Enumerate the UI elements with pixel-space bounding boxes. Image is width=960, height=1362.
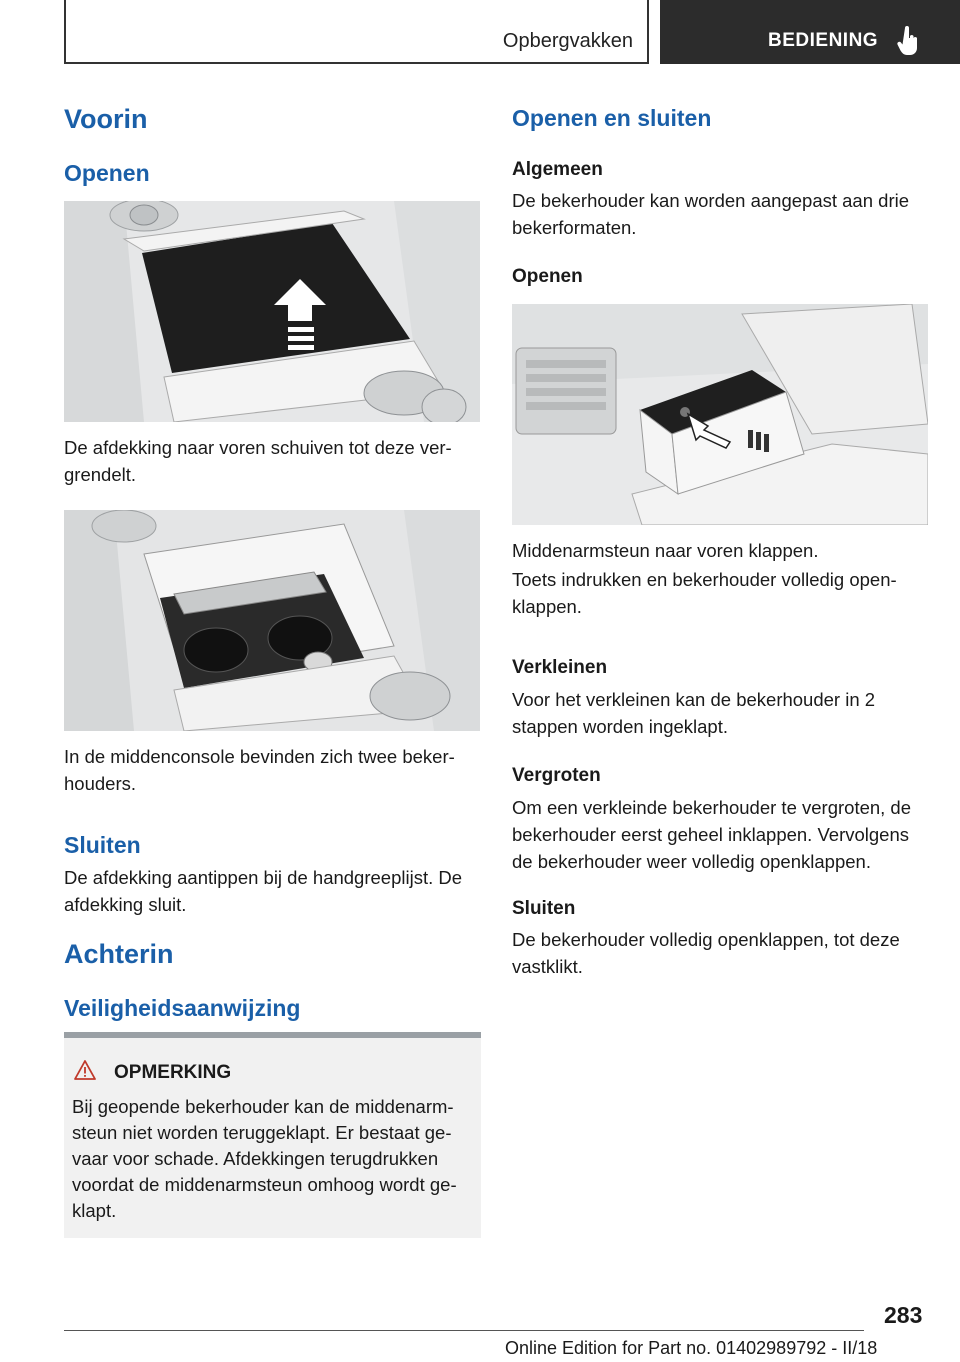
- heading-openen-en-sluiten: Openen en sluiten: [512, 105, 712, 131]
- figure-rear-armrest: [512, 304, 928, 525]
- heading-sluiten-achterin: Sluiten: [512, 898, 576, 919]
- heading-algemeen: Algemeen: [512, 159, 603, 180]
- text-cover-slide: De afdekking naar voren schuiven tot deze ver-grendelt.: [64, 437, 452, 485]
- header-section-title: Opbergvakken: [502, 30, 633, 52]
- text-sluiten-voorin: De afdekking aantippen bij de handgreeplijst. De afdekking sluit.: [64, 867, 463, 915]
- text-algemeen: De bekerhouder kan worden aangepast aan drie bekerformaten.: [512, 190, 910, 238]
- heading-achterin: Achterin: [64, 939, 174, 969]
- text-vergroten: Om een verkleinde bekerhouder te vergroten, de bekerhouder eerst geheel inklappen. Vervolgens de bekerhouder weer volledig openklappen.: [512, 797, 912, 872]
- heading-veiligheidsaanwijzing: Veiligheidsaanwijzing: [64, 995, 301, 1021]
- cupholders-front-illustration: [64, 510, 480, 731]
- footer-edition: Online Edition for Part no. 01402989792 - II/18: [505, 1338, 878, 1358]
- warning-triangle-icon: [74, 1060, 96, 1080]
- warning-title: OPMERKING: [114, 1062, 232, 1083]
- warning-text: Bij geopende bekerhouder kan de middenarm-steun niet worden teruggeklapt. Er bestaat ge-vaar voor schade. Afdekkingen terugdrukken voordat de middenarmsteun omhoog wordt ge-klapt.: [72, 1096, 457, 1221]
- heading-openen-achterin: Openen: [512, 266, 583, 287]
- pointing-hand-icon: [896, 26, 920, 56]
- text-open-step2: Toets indrukken en bekerhouder volledig open-klappen.: [512, 569, 897, 617]
- header-chapter-tab: [660, 0, 960, 64]
- header-chapter-title: BEDIENING: [768, 30, 879, 51]
- warning-box: [64, 1038, 481, 1238]
- footer-divider: [64, 1330, 864, 1331]
- heading-vergroten: Vergroten: [512, 765, 601, 786]
- console-cover-illustration: [64, 201, 480, 422]
- text-sluiten-achterin: De bekerhouder volledig openklappen, tot deze vastklikt.: [512, 929, 900, 977]
- text-verkleinen: Voor het verkleinen kan de bekerhouder in 2 stappen worden ingeklapt.: [512, 689, 876, 737]
- text-open-step1: Middenarmsteun naar voren klappen.: [512, 540, 819, 561]
- rear-armrest-illustration: [512, 304, 928, 525]
- figure-console-cover: [64, 201, 480, 422]
- page-number: 283: [884, 1302, 923, 1328]
- text-cupholders-front: In de middenconsole bevinden zich twee beker-houders.: [64, 746, 455, 794]
- heading-verkleinen: Verkleinen: [512, 657, 608, 678]
- heading-openen-voorin: Openen: [64, 160, 150, 186]
- header-section-box: [64, 0, 649, 64]
- heading-sluiten-voorin: Sluiten: [64, 832, 141, 858]
- heading-voorin: Voorin: [64, 104, 148, 134]
- figure-cupholders-front: [64, 510, 480, 731]
